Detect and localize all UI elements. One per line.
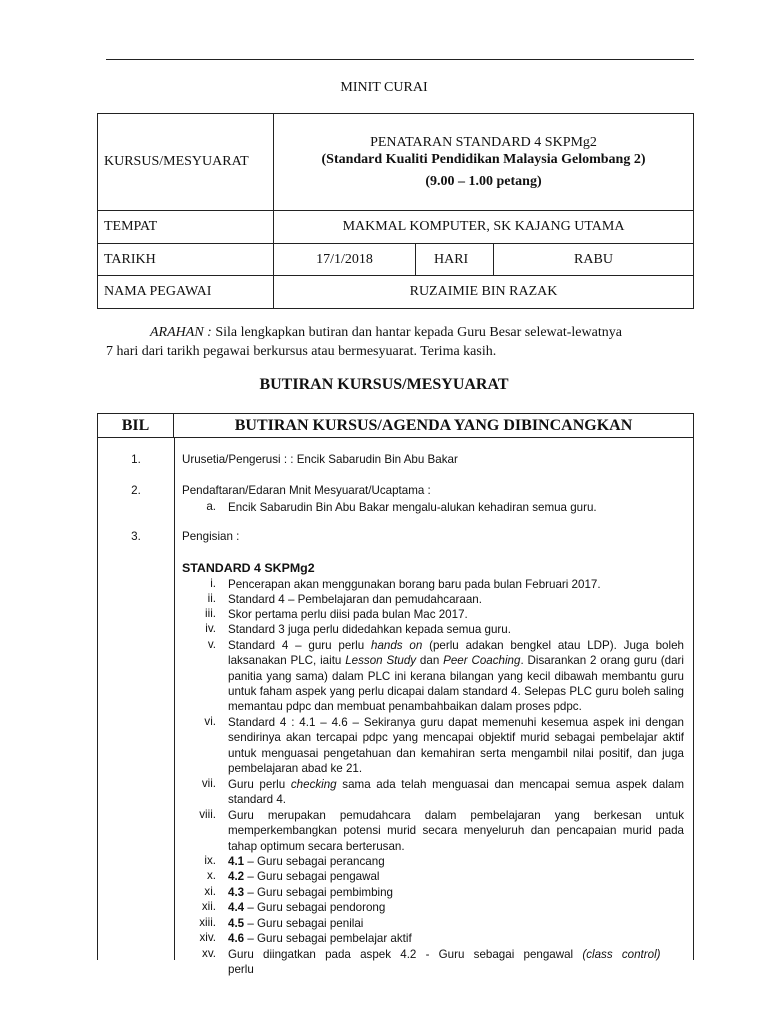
tarikh-row [98, 244, 694, 276]
course-row [98, 114, 694, 211]
hari-value: RABU [494, 244, 694, 276]
tarikh-label: TARIKH [98, 244, 274, 276]
course-label: KURSUS/MESYUARAT [98, 114, 274, 211]
hari-label: HARI [416, 244, 494, 276]
info-table [97, 113, 694, 309]
point-text: Guru merupakan pemudahcara dalam pembelajaran yang berkesan untuk memperkembangkan potensi murid secara menyeluruh dan pencapaian murid pada tahap optimum secara berterusan. [228, 809, 684, 853]
tarikh-value: 17/1/2018 [274, 244, 416, 276]
pegawai-value: RUZAIMIE BIN RAZAK [274, 276, 694, 309]
point-marker: xi. [204, 885, 216, 898]
point-text: Pencerapan akan menggunakan borang baru pada bulan Februari 2017. [228, 578, 601, 591]
top-rule [106, 59, 694, 60]
agenda-header [98, 414, 693, 438]
point-text: Guru perlu checking sama ada telah menguasai dan mencapai semua aspek dalam standard 4. [228, 778, 685, 807]
point-text: Standard 4 – guru perlu hands on (perlu adakan bengkel atau LDP). Juga boleh laksanakan PLC, iaitu Lesson Study dan Peer Coaching. Disarankan 2 orang guru (dari panitia yang sama) dalam PLC ini kerana bilangan yang kecil dibawah membantu guru untuk faham aspek yang perlu dicapai dalam standard 4. Selepas PLC guru boleh saling memantau pdpc dan membuat penambahbaikan dalam proses pdpc. [228, 639, 684, 714]
point-marker: xii. [201, 900, 216, 913]
point-marker: v. [207, 638, 216, 651]
point-marker: xiv. [199, 931, 216, 944]
section-title: BUTIRAN KURSUS/MESYUARAT [259, 376, 509, 393]
arahan-label: ARAHAN : [150, 325, 212, 340]
point-text: 4.2 – Guru sebagai pengawal [228, 870, 380, 883]
point-text: Guru diingatkan pada aspek 4.2 - Guru sebagai pengawal (class control) perlu [228, 948, 661, 977]
point-text: Standard 4 – Pembelajaran dan pemudahcaraan. [228, 593, 482, 606]
item-number: 1. [131, 453, 141, 466]
point-text: Standard 3 juga perlu didedahkan kepada semua guru. [228, 623, 511, 636]
document-title: MINIT CURAI [340, 80, 428, 95]
agenda-table [97, 413, 694, 977]
point-marker: vi. [204, 715, 216, 728]
item-text: Urusetia/Pengerusi : : Encik Sabarudin Bin Abu Bakar [182, 453, 458, 466]
item-text: Pendaftaran/Edaran Mnit Mesyuarat/Ucaptama : [182, 484, 431, 497]
item-number: 3. [131, 530, 141, 543]
sub-item-marker: a. [206, 500, 216, 513]
column-header-bil: BIL [98, 414, 174, 437]
point-text: 4.6 – Guru sebagai pembelajar aktif [228, 932, 412, 945]
course-title: PENATARAN STANDARD 4 SKPMg2 [370, 135, 597, 150]
course-subtitle: (Standard Kualiti Pendidikan Malaysia Gelombang 2) [321, 152, 646, 167]
agenda-body [98, 438, 693, 977]
point-text: Skor pertama perlu diisi pada bulan Mac 2017. [228, 608, 468, 621]
point-marker: i. [210, 577, 216, 590]
pegawai-row [98, 276, 694, 309]
column-header-butiran: BUTIRAN KURSUS/AGENDA YANG DIBINCANGKAN [234, 417, 633, 434]
point-marker: xv. [202, 947, 216, 960]
arahan-paragraph [106, 323, 684, 361]
item-text: Pengisian : [182, 530, 240, 543]
point-text: 4.5 – Guru sebagai penilai [228, 917, 364, 930]
item-number: 2. [131, 484, 141, 497]
point-marker: viii. [199, 808, 216, 821]
point-marker: iii. [205, 607, 216, 620]
point-marker: ix. [204, 854, 216, 867]
course-time: (9.00 – 1.00 petang) [425, 174, 542, 189]
sub-item-text: Encik Sabarudin Bin Abu Bakar mengalu-alukan kehadiran semua guru. [228, 501, 597, 514]
tempat-value: MAKMAL KOMPUTER, SK KAJANG UTAMA [274, 211, 694, 244]
tempat-row [98, 211, 694, 244]
point-marker: x. [206, 869, 216, 882]
point-text: 4.1 – Guru sebagai perancang [228, 855, 385, 868]
point-text: Standard 4 : 4.1 – 4.6 – Sekiranya guru dapat memenuhi kesemua aspek ini dengan sendirinya akan tercapai pdpc yang mencapai objektif murid sebagai pembelajar aktif untuk menguasai pengetahuan dan kemahiran serta mengambil nilai positif, dan juga pembelajaran abad ke 21. [228, 716, 684, 775]
point-marker: iv. [205, 622, 216, 635]
point-marker: ii. [207, 592, 216, 605]
point-text: 4.4 – Guru sebagai pendorong [228, 901, 386, 914]
arahan-text-1: Sila lengkapkan butiran dan hantar kepada Guru Besar selewat-lewatnya [211, 325, 622, 340]
point-text: 4.3 – Guru sebagai pembimbing [228, 886, 393, 899]
standard-heading: STANDARD 4 SKPMg2 [182, 561, 315, 575]
pegawai-label: NAMA PEGAWAI [98, 276, 274, 309]
point-marker: xiii. [199, 916, 216, 929]
point-marker: vii. [201, 777, 216, 790]
arahan-text-2: 7 hari dari tarikh pegawai berkursus atau bermesyuarat. Terima kasih. [106, 344, 497, 359]
course-value-cell [274, 114, 694, 211]
tempat-label: TEMPAT [98, 211, 274, 244]
